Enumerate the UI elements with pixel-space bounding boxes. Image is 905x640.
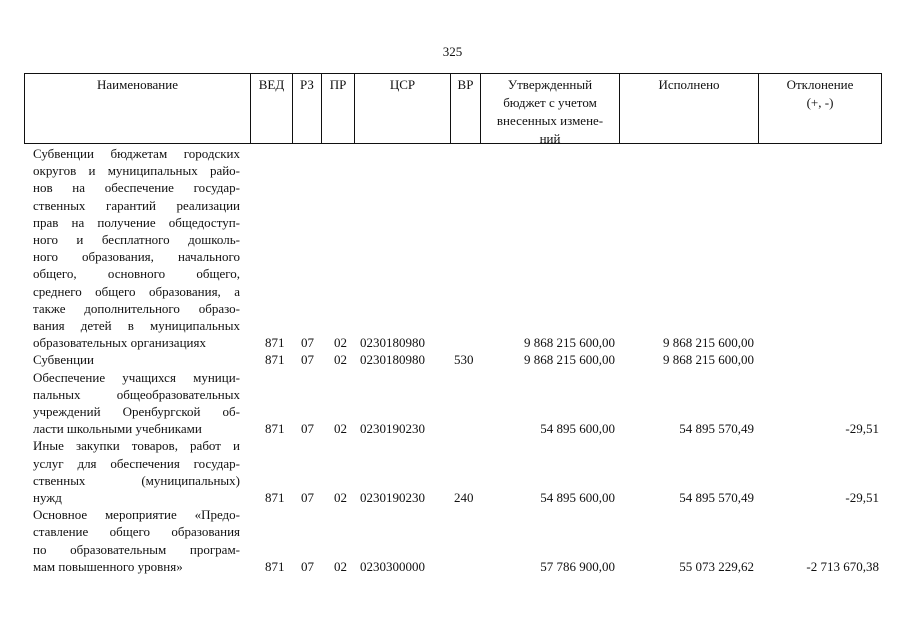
row-ved: 871 xyxy=(265,421,285,437)
header-deviation xyxy=(759,74,881,143)
row-rz: 07 xyxy=(301,352,314,368)
header-budget-line: ний xyxy=(539,131,561,146)
header-budget-line: бюджет с учетом xyxy=(503,95,597,110)
row-pr: 02 xyxy=(334,558,347,574)
row-name-line: Иные закупки товаров, работ и xyxy=(33,438,240,454)
row-name-line: нужд xyxy=(33,490,62,505)
row-ved: 871 xyxy=(265,558,285,574)
row-rz: 07 xyxy=(301,335,314,351)
row-deviation: -29,51 xyxy=(845,489,879,505)
row-name-line: ственных гарантий реализации xyxy=(33,197,240,213)
table-row xyxy=(0,437,905,506)
row-name xyxy=(33,369,240,438)
row-name xyxy=(33,437,240,506)
row-name-line: также дополнительного образо- xyxy=(33,300,240,316)
row-name-line: образовательных организациях xyxy=(33,335,206,351)
header-budget-line: внесенных измене- xyxy=(496,113,604,128)
header-rz: РЗ xyxy=(293,74,322,143)
page-number: 325 xyxy=(442,44,463,59)
row-name-line: Основное мероприятие «Предо- xyxy=(33,507,240,523)
row-name-line: общего, основного общего, xyxy=(33,266,240,282)
table-row xyxy=(0,145,905,351)
table-row xyxy=(0,506,905,575)
table-row xyxy=(0,351,905,368)
row-executed: 54 895 570,49 xyxy=(679,489,754,505)
row-name-line: Обеспечение учащихся муници- xyxy=(33,369,240,385)
header-deviation-line: Отклонение xyxy=(786,77,854,92)
row-budget: 9 868 215 600,00 xyxy=(524,352,615,368)
row-name-line: пальных общеобразовательных xyxy=(33,386,240,402)
row-deviation: -29,51 xyxy=(845,421,879,437)
row-pr: 02 xyxy=(334,489,347,505)
row-name-line: учреждений Оренбургской об- xyxy=(33,404,240,419)
row-csr: 0230190230 xyxy=(360,489,425,505)
row-vr: 240 xyxy=(454,489,474,505)
row-csr: 0230190230 xyxy=(360,421,425,437)
row-name-line: нов на обеспечение государ- xyxy=(33,180,240,196)
row-name xyxy=(33,506,240,575)
row-rz: 07 xyxy=(301,489,314,505)
row-ved: 871 xyxy=(265,335,285,351)
row-budget: 54 895 600,00 xyxy=(540,421,615,437)
row-name-line: ставление общего образования xyxy=(33,524,240,540)
row-name-line: прав на получение общедоступ- xyxy=(33,214,240,230)
header-pr: ПР xyxy=(322,74,355,143)
row-name-line: ласти школьными учебниками xyxy=(33,421,202,437)
header-executed: Исполнено xyxy=(620,74,759,143)
row-name-line: Субвенции бюджетам городских xyxy=(33,146,240,161)
header-vr: ВР xyxy=(451,74,481,143)
row-name-line: по образовательным програм- xyxy=(33,541,240,557)
header-budget-line: Утвержденный xyxy=(507,77,593,92)
row-executed: 9 868 215 600,00 xyxy=(663,335,754,351)
row-name-line: услуг для обеспечения государ- xyxy=(33,455,240,471)
row-pr: 02 xyxy=(334,335,347,351)
row-ved: 871 xyxy=(265,489,285,505)
row-ved: 871 xyxy=(265,352,285,368)
header-csr: ЦСР xyxy=(355,74,451,143)
table-row xyxy=(0,369,905,438)
row-executed: 54 895 570,49 xyxy=(679,421,754,437)
row-name-line: мам повышенного уровня» xyxy=(33,558,183,574)
row-name-line: Субвенции xyxy=(33,352,94,368)
row-pr: 02 xyxy=(334,421,347,437)
row-name xyxy=(33,351,240,368)
row-rz: 07 xyxy=(301,558,314,574)
header-deviation-line: (+, -) xyxy=(806,95,834,110)
row-executed: 9 868 215 600,00 xyxy=(663,352,754,368)
row-csr: 0230180980 xyxy=(360,352,425,368)
row-vr: 530 xyxy=(454,352,474,368)
row-budget: 9 868 215 600,00 xyxy=(524,335,615,351)
row-rz: 07 xyxy=(301,421,314,437)
row-name-line: ственных (муниципальных) xyxy=(33,472,240,488)
row-name xyxy=(33,145,240,351)
header-name: Наименование xyxy=(25,74,251,143)
row-name-line: ного образования, начального xyxy=(33,249,240,265)
row-budget: 54 895 600,00 xyxy=(540,489,615,505)
row-name-line: ного и бесплатного дошколь- xyxy=(33,232,240,248)
row-csr: 0230180980 xyxy=(360,335,425,351)
row-csr: 0230300000 xyxy=(360,558,425,574)
row-executed: 55 073 229,62 xyxy=(679,558,754,574)
row-budget: 57 786 900,00 xyxy=(540,558,615,574)
table-header xyxy=(24,73,882,144)
row-name-line: округов и муниципальных райо- xyxy=(33,163,240,179)
row-name-line: вания детей в муниципальных xyxy=(33,318,240,334)
header-ved: ВЕД xyxy=(251,74,293,143)
row-deviation: -2 713 670,38 xyxy=(806,558,879,574)
row-pr: 02 xyxy=(334,352,347,368)
header-budget xyxy=(481,74,620,146)
row-name-line: среднего общего образования, а xyxy=(33,283,240,299)
